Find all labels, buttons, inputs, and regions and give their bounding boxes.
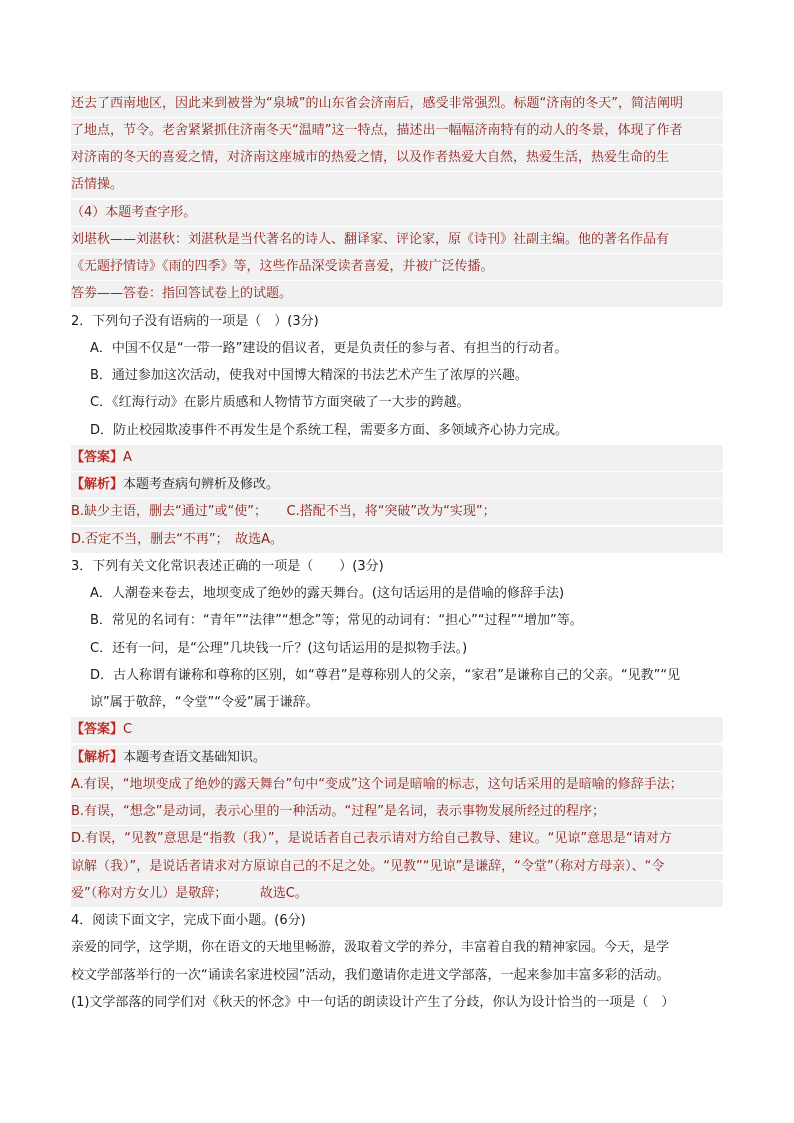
analysis-line: 对济南的冬天的喜爱之情，对济南这座城市的热爱之情，以及作者热爱大自然，热爱生活，热爱生命的生 (71, 145, 723, 171)
question-stem: 2．下列句子没有语病的一项是（ ）(3分) (71, 314, 319, 329)
passage-line: 亲爱的同学，这学期，你在语文的天地里畅游，汲取着文学的养分，丰富着自我的精神家园。今天，是学 (71, 940, 670, 955)
analysis-line: A.有误，“地坝变成了绝妙的露天舞台”句中“变成”这个词是暗喻的标志，这句话采用的是暗喻的修辞手法； (71, 772, 723, 798)
analysis-head: 本题考查语文基础知识。 (123, 750, 267, 765)
analysis-head: 本题考查病句辨析及修改。 (123, 477, 280, 492)
question-stem: 4．阅读下面文字，完成下面小题。(6分) (71, 913, 306, 928)
analysis-tag: 【解析】 (71, 477, 124, 492)
option-b: B．通过参加这次活动，使我对中国博大精深的书法艺术产生了浓厚的兴趣。 (90, 368, 528, 383)
answer-tag: 【答案】 (71, 722, 124, 737)
answer-value: C (123, 722, 133, 737)
option-d: D．防止校园欺凌事件不再发生是个系统工程，需要多方面、多领域齐心协力完成。 (90, 423, 569, 438)
option-c: C．还有一问，是“公理”几块钱一斤？(这句话运用的是拟物手法。) (90, 641, 468, 656)
option-b: B．常见的名词有：“青年”“法律”“想念”等；常见的动词有：“担心”“过程”“增加”等。 (90, 613, 583, 628)
answer-tag: 【答案】 (71, 450, 124, 465)
analysis-line: 刘堪秋——刘湛秋：刘湛秋是当代著名的诗人、翻译家、评论家，原《诗刊》社副主编。他的著名作品有 (71, 227, 723, 253)
option-a: A．人潮卷来卷去，地坝变成了绝妙的露天舞台。(这句话运用的是借喻的修辞手法) (90, 586, 565, 601)
analysis-line: 活情操。 (71, 172, 723, 198)
analysis-line: B.缺少主语，删去“通过”或“使”； C.搭配不当，将“突破”改为“实现”； (71, 499, 723, 525)
analysis-line: 谅解（我）”，是说话者请求对方原谅自己的不足之处。“见教”“见谅”是谦辞，“令堂”（称对方母亲）、“令 (71, 854, 723, 880)
sub-question: (1)文学部落的同学们对《秋天的怀念》中一句话的朗读设计产生了分歧，你认为设计恰当的一项是（ ） (71, 995, 675, 1010)
analysis-head-line (71, 745, 723, 771)
analysis-line: 了地点，节令。老舍紧紧抓住济南冬天“温晴”这一特点，描述出一幅幅济南特有的动人的冬景，体现了作者 (71, 118, 723, 144)
analysis-line: 还去了西南地区，因此来到被誉为“泉城”的山东省会济南后，感受非常强烈。标题“济南的冬天”，简洁阐明 (71, 91, 723, 117)
analysis-line: 答劵——答卷：指回答试卷上的试题。 (71, 281, 723, 307)
answer-line (71, 445, 723, 471)
analysis-line: B.有误，“想念”是动词，表示心里的一种活动。“过程”是名词，表示事物发展所经过的程序； (71, 799, 723, 825)
option-c: C．《红海行动》在影片质感和人物情节方面突破了一大步的跨越。 (90, 395, 470, 410)
option-a: A．中国不仅是“一带一路”建设的倡议者，更是负责任的参与者、有担当的行动者。 (90, 341, 568, 356)
analysis-line: 爱”（称对方女儿）是敬辞； 故选C。 (71, 881, 723, 907)
passage-line: 校文学部落举行的一次“诵读名家进校园”活动，我们邀请你走进文学部落，一起来参加丰富多彩的活动。 (71, 968, 670, 983)
option-d: D．古人称谓有谦称和尊称的区别，如“尊君”是尊称别人的父亲，“家君”是谦称自己的父亲。“见教”“见 (90, 668, 681, 683)
question-stem: 3．下列有关文化常识表述正确的一项是（ ）(3分) (71, 559, 384, 574)
answer-value: A (123, 450, 132, 465)
sub-question-title: （4）本题考查字形。 (71, 200, 723, 226)
analysis-head-line (71, 472, 723, 498)
analysis-line: 《无题抒情诗》《雨的四季》等，这些作品深受读者喜爱，并被广泛传播。 (71, 254, 723, 280)
option-d-continued: 谅”属于敬辞，“令堂”“令爱”属于谦辞。 (90, 695, 319, 710)
answer-line (71, 717, 723, 743)
analysis-line: D.否定不当，删去“不再”； 故选A。 (71, 527, 723, 553)
analysis-tag: 【解析】 (71, 750, 124, 765)
analysis-line: D.有误，“见教”意思是“指教（我）”，是说话者自己表示请对方给自己教导、建议。“见谅”意思是“请对方 (71, 826, 723, 852)
